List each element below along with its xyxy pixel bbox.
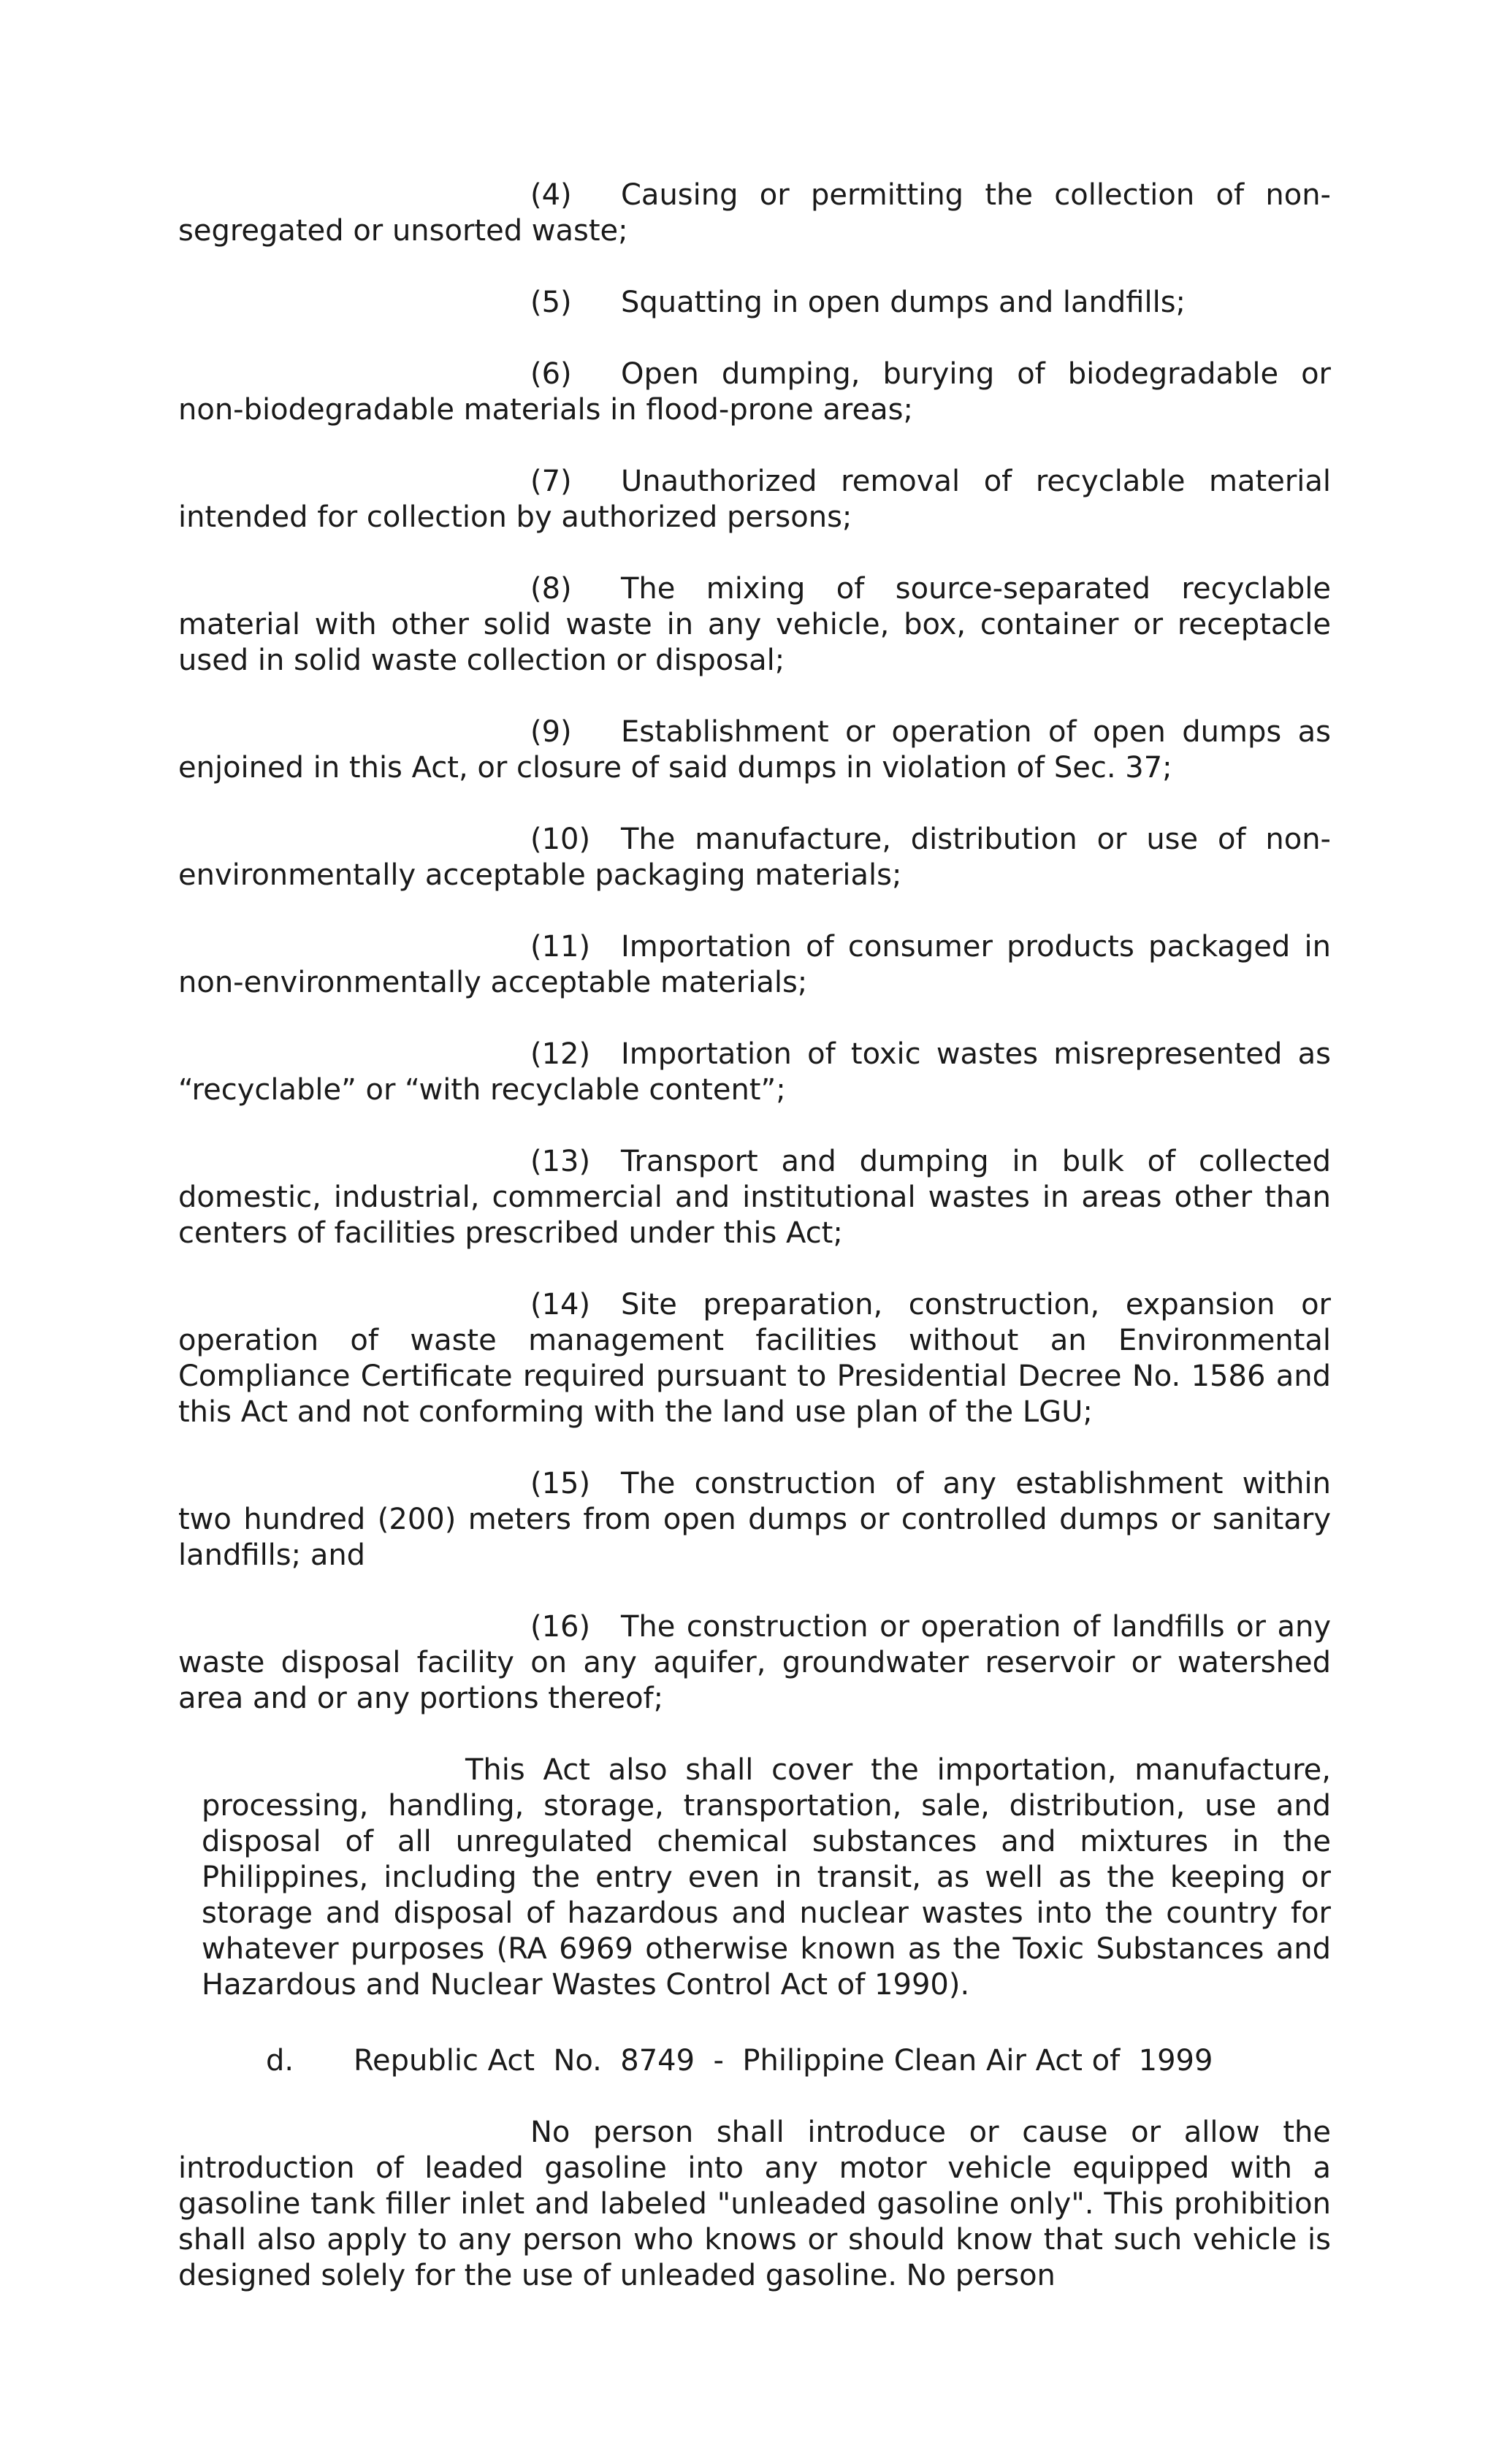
section-heading-d [266, 2043, 1213, 2079]
list-item-14 [178, 1287, 1331, 1430]
item-text: The construction of any establishment within two hundred (200) meters from open dumps or controlled dumps or sanitary landfills; and [178, 1467, 1331, 1572]
item-number: (10) [530, 823, 591, 856]
item-text: Causing or permitting the collection of non-segregated or unsorted waste; [178, 178, 1331, 248]
item-text: Importation of consumer products packaged in non-environmentally acceptable materials; [178, 930, 1331, 999]
item-text: Establishment or operation of open dumps as enjoined in this Act, or closure of said dumps in violation of Sec. 37; [178, 715, 1331, 785]
item-text: Open dumping, burying of biodegradable or non-biodegradable materials in flood-prone areas; [178, 357, 1331, 427]
item-text: The mixing of source-separated recyclable material with other solid waste in any vehicle, box, container or receptacle used in solid waste collection or disposal; [178, 572, 1331, 677]
coverage-paragraph [202, 1752, 1331, 2003]
list-item-13 [178, 1144, 1331, 1251]
item-number: (8) [530, 572, 572, 606]
list-item-15 [178, 1466, 1331, 1574]
item-text: The manufacture, distribution or use of non-environmentally acceptable packaging materials; [178, 823, 1331, 892]
item-number: (9) [530, 715, 572, 749]
air-act-paragraph [178, 2115, 1331, 2294]
list-item-4 [178, 178, 1331, 249]
coverage-text: This Act also shall cover the importation, manufacture, processing, handling, storage, transportation, sale, distribution, use and disposal of all unregulated chemical substances and mixtures in the Philippines, including the entry even in transit, as well as the keeping or storage and disposal of hazardous and nuclear wastes into the country for whatever purposes (RA 6969 otherwise known as the Toxic Substances and Hazardous and Nuclear Wastes Control Act of 1990). [202, 1753, 1331, 2002]
item-number: (16) [530, 1610, 591, 1644]
section-letter: d. [266, 2044, 294, 2078]
air-act-text: No person shall introduce or cause or allow the introduction of leaded gasoline into any motor vehicle equipped with a gasoline tank filler inlet and labeled "unleaded gasoline only". This prohibition shall also apply to any person who knows or should know that such vehicle is designed solely for the use of unleaded gasoline. No person [178, 2116, 1331, 2292]
item-number: (14) [530, 1288, 591, 1321]
list-item-6 [178, 356, 1331, 428]
item-text: Transport and dumping in bulk of collected domestic, industrial, commercial and institutional wastes in areas other than centers of facilities prescribed under this Act; [178, 1145, 1331, 1250]
list-item-10 [178, 822, 1331, 893]
item-text: Unauthorized removal of recyclable material intended for collection by authorized persons; [178, 465, 1331, 534]
item-number: (5) [530, 286, 572, 319]
section-title: Republic Act No. 8749 - Philippine Clean Air Act of 1999 [354, 2044, 1213, 2078]
list-item-12 [178, 1037, 1331, 1108]
list-item-16 [178, 1609, 1331, 1717]
list-item-5 [178, 285, 1331, 321]
item-number: (11) [530, 930, 591, 964]
item-number: (7) [530, 465, 572, 498]
item-number: (15) [530, 1467, 591, 1500]
item-text: Importation of toxic wastes misrepresented as “recyclable” or “with recyclable content”; [178, 1037, 1331, 1107]
list-item-9 [178, 714, 1331, 786]
item-number: (13) [530, 1145, 591, 1178]
item-number: (12) [530, 1037, 591, 1071]
list-item-8 [178, 571, 1331, 679]
list-item-11 [178, 929, 1331, 1001]
item-text: The construction or operation of landfills or any waste disposal facility on any aquifer, groundwater reservoir or watershed area and or any portions thereof; [178, 1610, 1331, 1715]
item-text: Squatting in open dumps and landfills; [621, 286, 1186, 319]
list-item-7 [178, 464, 1331, 535]
item-number: (4) [530, 178, 572, 212]
item-text: Site preparation, construction, expansion or operation of waste management facilities without an Environmental Compliance Certificate required pursuant to Presidential Decree No. 1586 and this Act and not conforming with the land use plan of the LGU; [178, 1288, 1331, 1429]
item-number: (6) [530, 357, 572, 391]
